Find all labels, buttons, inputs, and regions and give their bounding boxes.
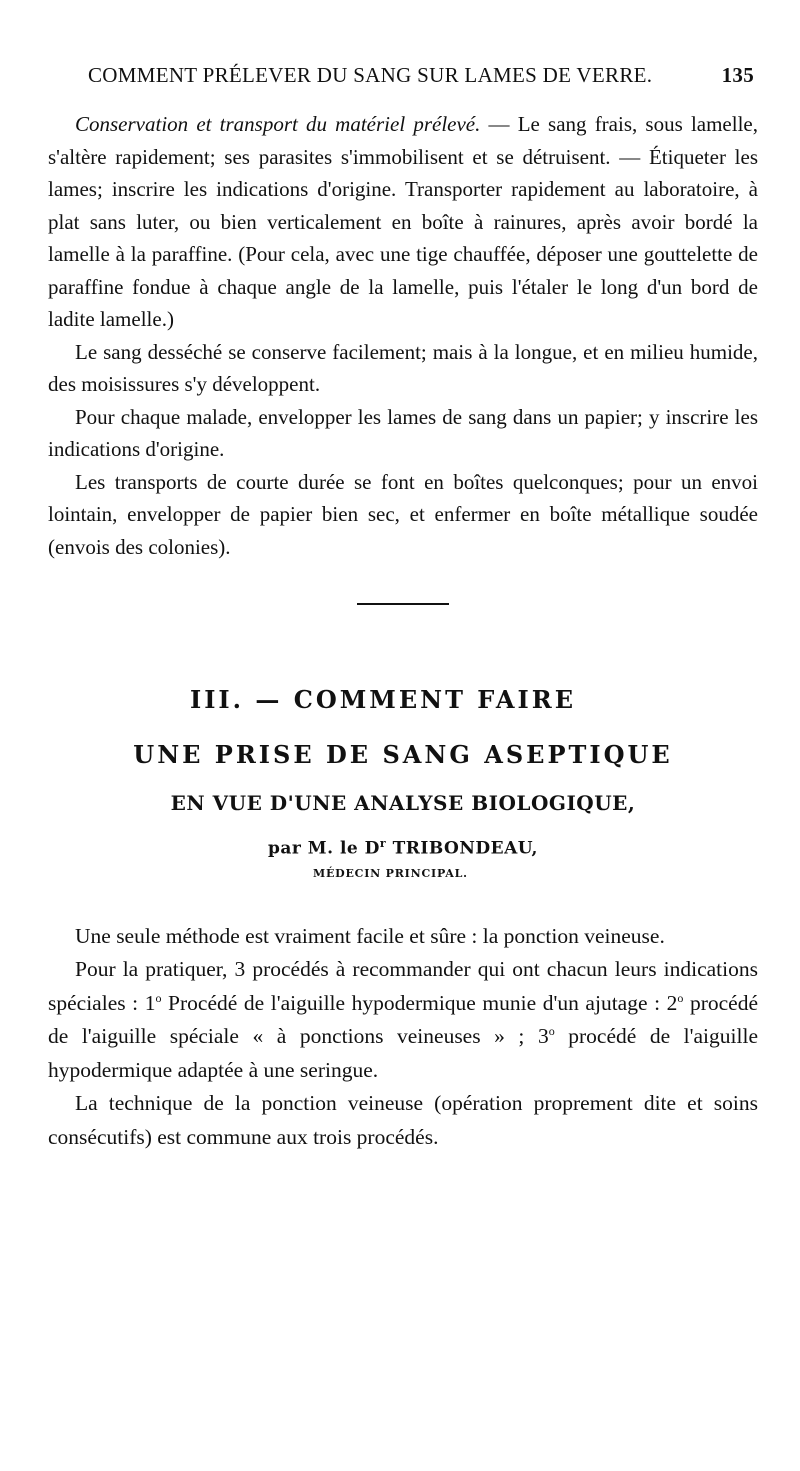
running-head-title: COMMENT PRÉLEVER DU SANG SUR LAMES DE VERRE. [88, 63, 653, 87]
ordinal-superscript: o [155, 990, 162, 1005]
author-line [48, 837, 758, 859]
new-section-text [48, 920, 758, 1155]
paragraph-text: Les transports de courte durée se font en boîtes quelconques; pour un envoi lointain, envelopper de papier bien sec, et enfermer en boîte métallique soudée (envois des colonies). [48, 469, 758, 559]
paragraph-text: La technique de la ponction veineuse (opération proprement dite et soins consécutifs) est commune aux trois procédés. [48, 1091, 758, 1149]
author-prefix: par M. le D [268, 838, 380, 859]
author-name: TRIBONDEAU [392, 838, 532, 859]
chapter-heading-line-2: UNE PRISE DE SANG ASEPTIQUE [133, 740, 673, 769]
paragraph-wrapping [48, 401, 758, 466]
ordinal-superscript: o [548, 1024, 555, 1038]
author-title-superscript: r [379, 837, 387, 850]
run-in-heading: Conservation et transport du matériel prélevé. [75, 112, 481, 136]
paragraph-conservation [48, 108, 758, 336]
paragraph-method [48, 920, 758, 954]
paragraph-dried-blood [48, 336, 758, 401]
book-page [48, 60, 758, 1154]
paragraph-text-part-d: procédé de l'aiguille hypodermique adaptée à une seringue. [48, 1024, 758, 1082]
paragraph-text-part-c: procédé de l'aiguille spéciale « à ponctions veineuses » ; 3 [48, 990, 759, 1049]
paragraph-text: Une seule méthode est vraiment facile et sûre : la ponction veineuse. [75, 923, 665, 948]
paragraph-text: Pour chaque malade, envelopper les lames de sang dans un papier; y inscrire les indications d'origine. [48, 404, 758, 461]
paragraph-text: Le sang desséché se conserve facilement; mais à la longue, et en milieu humide, des moisissures s'y développent. [48, 339, 758, 396]
page-number: 135 [721, 63, 754, 87]
paragraph-text-part-a: Pour la pratiquer, 3 procédés à recommander qui ont chacun leurs indications spéciales : 1 [48, 957, 758, 1015]
running-head [48, 60, 758, 90]
previous-section-text [48, 108, 758, 563]
chapter-heading-line-3: EN VUE D'UNE ANALYSE BIOLOGIQUE, [170, 791, 636, 815]
paragraph-text: — Le sang frais, sous lamelle, s'altère rapidement; ses parasites s'immobilisent et se détruisent. — Étiqueter les lames; inscrire les indications d'origine. Transporter rapidement au laboratoire, à plat sans luter, ou bien verticalement en boîte à rainures, après avoir bordé la lamelle à la paraffine. (Pour cela, avec une tige chauffée, déposer une gouttelette de paraffine fondue à chaque angle de la lamelle, puis l'étaler le long d'un bord de ladite lamelle.) [48, 112, 758, 331]
author-suffix: , [531, 838, 538, 859]
section-divider-rule [357, 603, 449, 605]
paragraph-technique [48, 1087, 758, 1154]
paragraph-transport [48, 466, 758, 564]
ordinal-superscript: o [677, 990, 684, 1005]
chapter-heading-line-1: III. — COMMENT FAIRE [189, 685, 577, 714]
paragraph-text-part-b: Procédé de l'aiguille hypodermique munie d'un ajutage : 2 [161, 990, 678, 1015]
author-affiliation: MÉDECIN PRINCIPAL. [313, 866, 468, 880]
paragraph-procedures [48, 953, 758, 1087]
